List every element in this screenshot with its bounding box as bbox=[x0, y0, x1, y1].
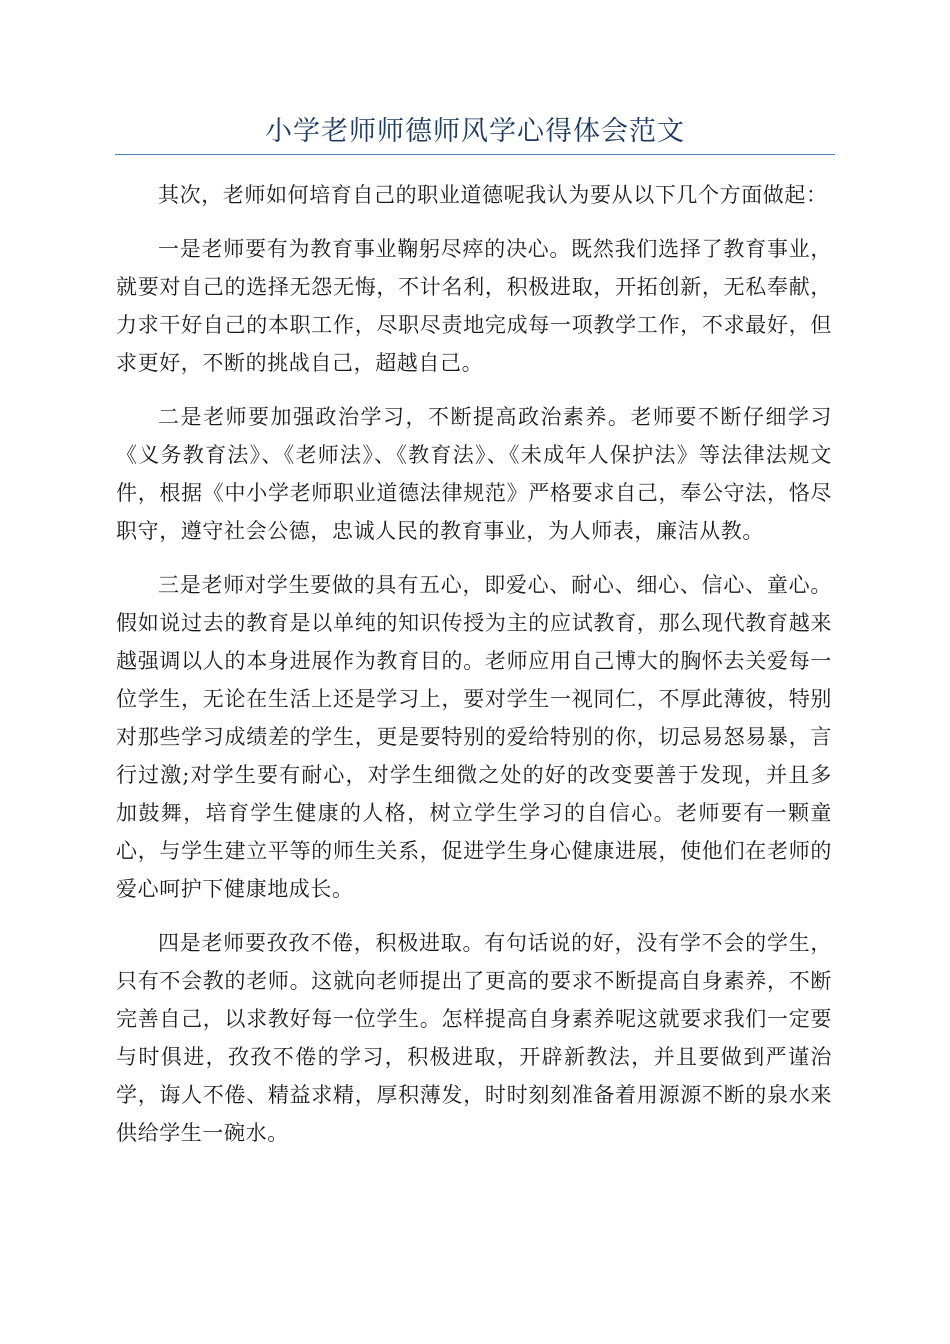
paragraph-intro: 其次，老师如何培育自己的职业道德呢我认为要从以下几个方面做起： bbox=[158, 183, 828, 207]
paragraph-point-two: 二是老师要加强政治学习，不断提高政治素养。老师要不断仔细学习《义务教育法》、《老师法》、《教育法》、《未成年人保护法》等法律法规文件，根据《中小学老师职业道德法律规范》严格要求自己，奉公守法，恪尽职守，遵守社会公德，忠诚人民的教育事业，为人师表，廉洁从教。 bbox=[116, 405, 832, 543]
paragraph-point-three: 三是老师对学生要做的具有五心，即爱心、耐心、细心、信心、童心。假如说过去的教育是以单纯的知识传授为主的应试教育，那么现代教育越来越强调以人的本身进展作为教育目的。老师应用自己博大的胸怀去关爱每一位学生，无论在生活上还是学习上，要对学生一视同仁，不厚此薄彼，特别对那些学习成绩差的学生，更是要特别的爱给特别的你，切忌易怒易暴，言行过激;对学生要有耐心，对学生细微之处的好的改变要善于发现，并且多加鼓舞，培育学生健康的人格，树立学生学习的自信心。老师要有一颗童心，与学生建立平等的师生关系，促进学生身心健康进展，使他们在老师的爱心呵护下健康地成长。 bbox=[116, 573, 832, 901]
paragraph-point-four: 四是老师要孜孜不倦，积极进取。有句话说的好，没有学不会的学生，只有不会教的老师。这就向老师提出了更高的要求不断提高自身素养，不断完善自己，以求教好每一位学生。怎样提高自身素养呢这就要求我们一定要与时俱进，孜孜不倦的学习，积极进取，开辟新教法，并且要做到严谨治学，诲人不倦、精益求精，厚积薄发，时时刻刻准备着用源源不断的泉水来供给学生一碗水。 bbox=[116, 931, 832, 1145]
page-title: 小学老师师德师风学心得体会范文 bbox=[265, 116, 685, 147]
document-body bbox=[116, 176, 832, 1168]
paragraph-point-one: 一是老师要有为教育事业鞠躬尽瘁的决心。既然我们选择了教育事业，就要对自己的选择无怨无悔，不计名利，积极进取，开拓创新，无私奉献，力求干好自己的本职工作，尽职尽责地完成每一项教学工作，不求最好，但求更好，不断的挑战自己，超越自己。 bbox=[116, 237, 832, 375]
title-underline bbox=[115, 154, 835, 155]
